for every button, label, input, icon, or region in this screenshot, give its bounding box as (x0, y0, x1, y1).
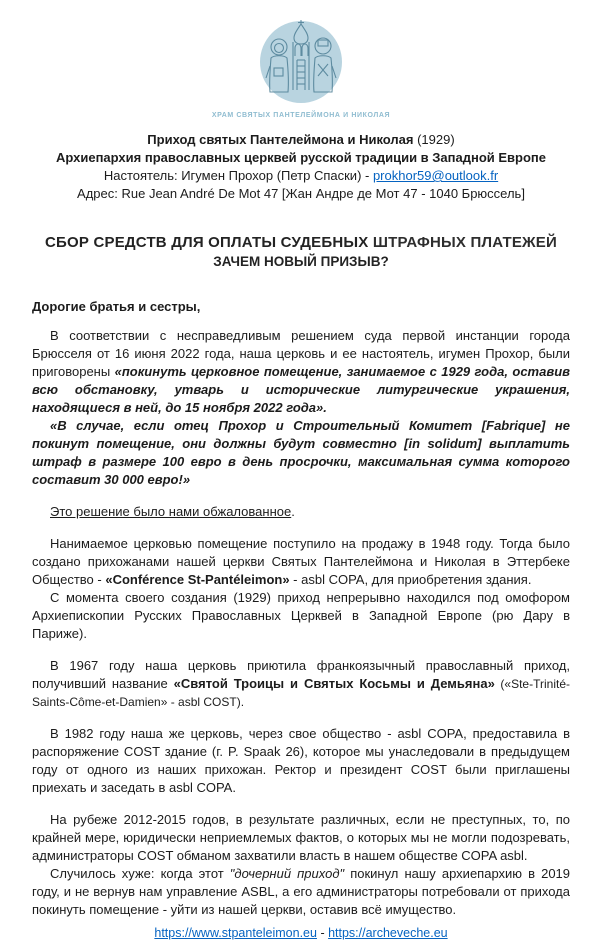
parish-website-link[interactable]: https://www.stpanteleimon.eu (154, 926, 317, 940)
footer-links (32, 926, 570, 940)
text-run: Случилось хуже: когда этот (50, 866, 230, 881)
rector-email-link[interactable]: prokhor59@outlook.fr (372, 168, 499, 183)
parish-logo (32, 20, 570, 119)
paragraph-appeal-note (32, 503, 570, 521)
rector-label: Настоятель: Игумен Прохор (Петр Спаски) - (103, 168, 373, 183)
text-run: В 1982 году наша же церковь, через свое общество - asbl COPA, предоставила в распоряжение COST здание (г. P. Spaak 26), которое мы унаследовали в предыдущем году от одного из наших прихожан. Ректор и президент COST были приглашены приехать и заседать в asbl COPA. (32, 726, 570, 795)
text-run: - asbl COPA, для приобретения здания. (289, 572, 532, 587)
archdiocese-website-link[interactable]: https://archeveche.eu (328, 926, 448, 940)
text-run: "дочерний приход" (229, 866, 345, 881)
paragraph-2019-departure (32, 865, 570, 919)
text-run: «покинуть церковное помещение, занимаемое с 1929 года, оставив всю обстановку, утварь и исторические литургические украшения, находящиеся в ней, до 15 ноября 2022 года». (32, 364, 570, 415)
paragraph-1929-omophorion (32, 589, 570, 643)
document-title (32, 233, 570, 271)
logo-caption: ХРАМ СВЯТЫХ ПАНТЕЛЕЙМОНА И НИКОЛАЯ (211, 112, 391, 119)
church-emblem-icon (257, 20, 345, 106)
text-run: С момента своего создания (1929) приход непрерывно находился под омофором Архиепископии Русских Православных Церквей в Западной Европе (рю Дару в Париже). (32, 590, 570, 641)
text-run: Это решение было нами обжалованное (50, 504, 292, 519)
paragraph-penalty-quote (32, 417, 570, 489)
paragraph-2012-2015-takeover (32, 811, 570, 865)
paragraph-1948-sale (32, 535, 570, 589)
archdiocese-line: Архиепархия православных церквей русской традиции в Западной Европе (55, 150, 547, 165)
letterhead (32, 131, 570, 203)
paragraph-1982-building (32, 725, 570, 797)
footer-separator: - (316, 926, 329, 940)
text-run: «В случае, если отец Прохор и Строительный Комитет [Fabrique] не покинут помещение, они должны будут совместно [in solidum] выплатить штраф в размере 100 евро в день просрочки, максимальная сумма которого составит 30 000 евро!» (32, 418, 570, 487)
paragraph-court-ruling (32, 327, 570, 417)
parish-name-line (32, 131, 570, 149)
text-run: «Conférence St-Pantéleimon» (105, 572, 290, 587)
text-run: («Ste-Trinité-Saints-Côme-et-Damien» - asbl COST). (32, 677, 570, 709)
rector-line (32, 167, 570, 185)
title-line-1: СБОР СРЕДСТВ ДЛЯ ОПЛАТЫ СУДЕБНЫХ ШТРАФНЫХ ПЛАТЕЖЕЙ (45, 234, 557, 251)
body-paragraphs (32, 327, 570, 919)
title-line-2: ЗАЧЕМ НОВЫЙ ПРИЗЫВ? (213, 254, 389, 269)
text-run: На рубеже 2012-2015 годов, в результате различных, если не преступных, то, по крайней мере, юридически неприемлемых фактов, о которых мы не могли подозревать, администраторы COST обманом захватили власть в нашем обществе COPA asbl. (32, 812, 570, 863)
greeting: Дорогие братья и сестры, (32, 299, 201, 314)
text-run: В 1967 году наша церковь приютила франкоязычный православный приход, получивший название (32, 658, 570, 691)
address-line: Адрес: Rue Jean André De Mot 47 [Жан Андре де Мот 47 - 1040 Брюссель] (77, 186, 525, 201)
text-run: В соответствии с несправедливым решением суда первой инстанции города Брюсселя от 16 июня 2022 года, наша церковь и ее настоятель, игумен Прохор, были приговорены (32, 328, 570, 379)
text-run: Нанимаемое церковью помещение поступило на продажу в 1948 году. Тогда было создано прихожанами нашей церкви Святых Пантелеймона и Николая в Эттербеке Общество - (32, 536, 570, 587)
parish-name: Приход святых Пантелеймона и Николая (147, 132, 414, 147)
text-run: покинул нашу архиепархию в 2019 году, и не вернув нам управление ASBL, а его администраторы потребовали от прихода покинуть помещение - уйти из нашей церкви, оставив всё имущество. (32, 866, 571, 917)
text-run: «Святой Троицы и Святых Косьмы и Демьяна» (173, 676, 495, 691)
text-run: . (291, 504, 295, 519)
paragraph-1967-parish (32, 657, 570, 711)
parish-year: (1929) (413, 132, 455, 147)
